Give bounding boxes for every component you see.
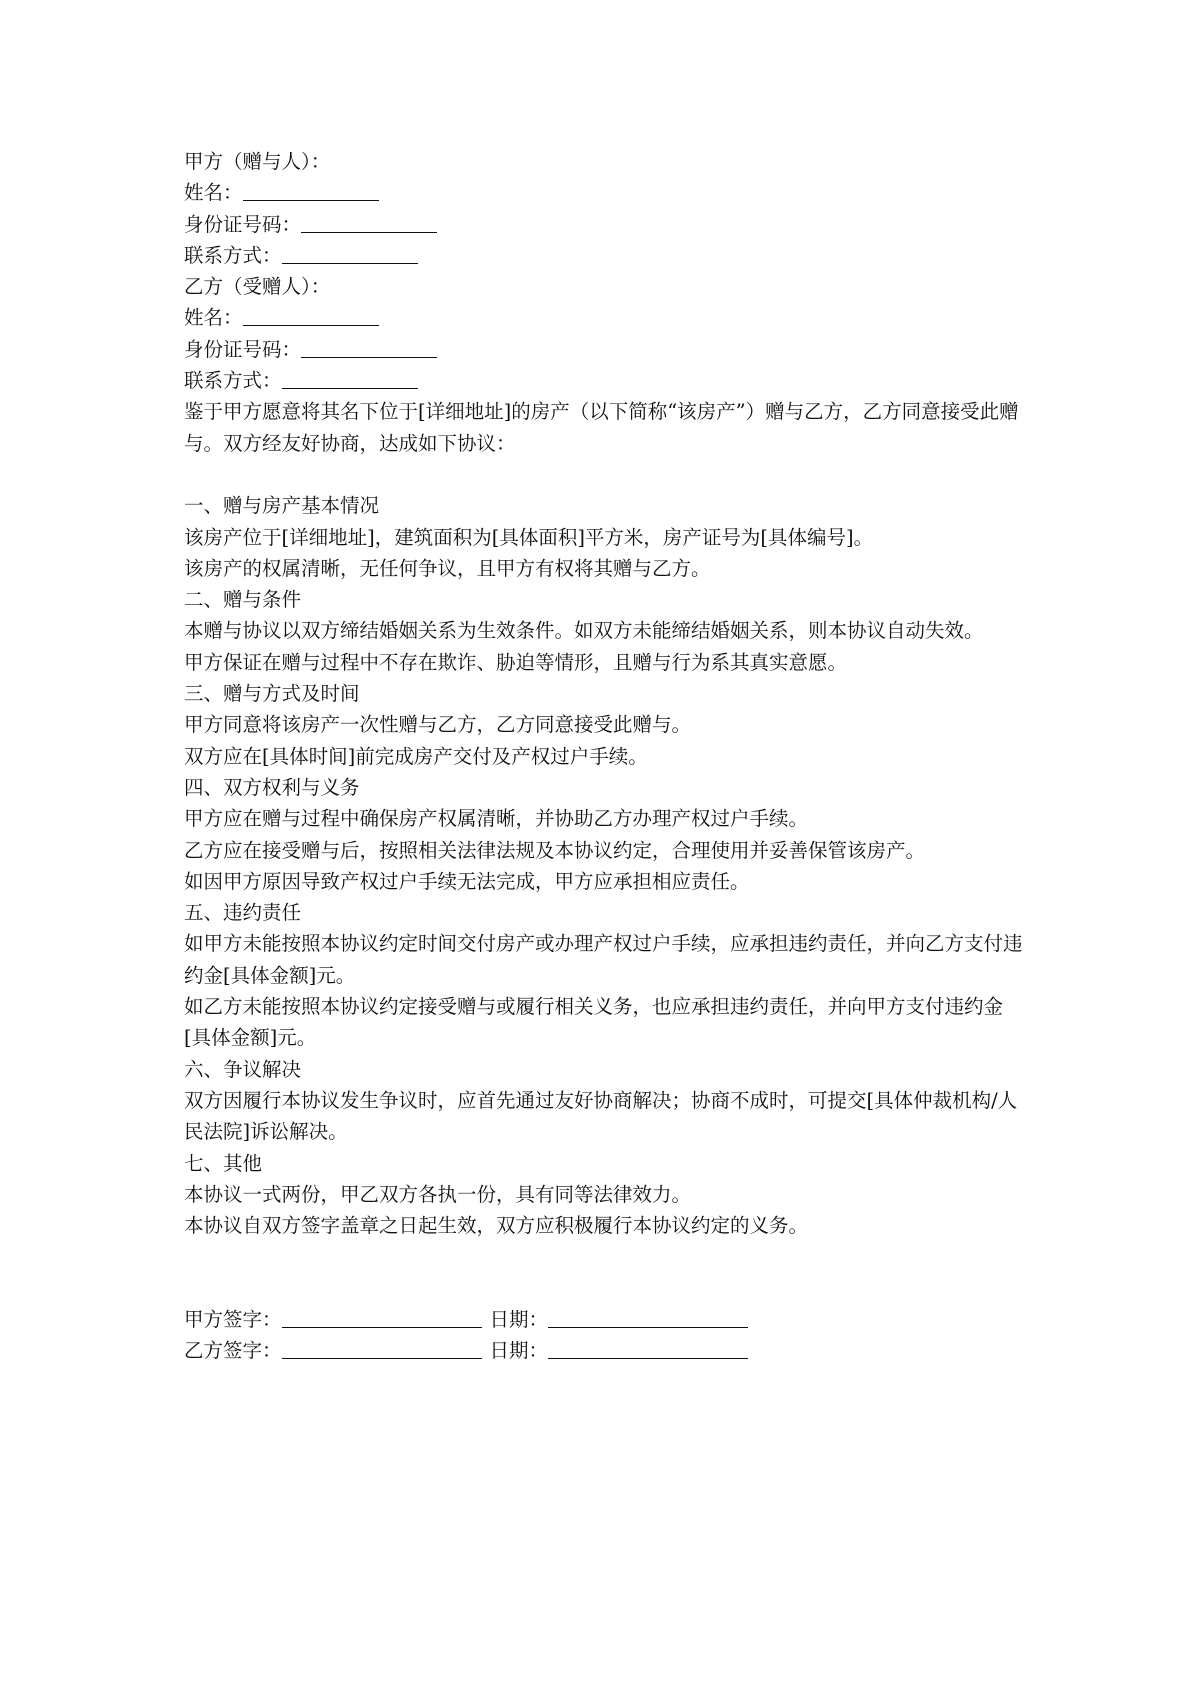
party-b-contact-row — [184, 365, 1024, 396]
section-paragraph: 如甲方未能按照本协议约定时间交付房产或办理产权过户手续，应承担违约责任，并向乙方支付违约金[具体金额]元。 — [184, 932, 1023, 987]
party-b-date-label: 日期： — [489, 1339, 549, 1363]
section-2 — [184, 584, 1024, 678]
party-a-contact-blank — [282, 243, 418, 264]
section-paragraph: 本协议一式两份，甲乙双方各执一份，具有同等法律效力。 — [184, 1182, 692, 1206]
party-a-contact-row — [184, 240, 1024, 271]
party-b-name-row — [184, 302, 1024, 333]
document-page — [184, 146, 1024, 1367]
section-paragraph: 双方应在[具体时间]前完成房产交付及产权过户手续。 — [184, 744, 648, 768]
section-4 — [184, 772, 1024, 897]
party-a-name-row — [184, 177, 1024, 208]
section-1 — [184, 490, 1024, 584]
party-a-heading: 甲方（赠与人）： — [184, 150, 331, 173]
preamble-paragraph: 鉴于甲方愿意将其名下位于[详细地址]的房产（以下简称“该房产”）赠与乙方，乙方同意接受此赠与。双方经友好协商，达成如下协议： — [184, 400, 1019, 455]
party-a-signature-blank — [282, 1307, 482, 1328]
section-paragraph: 甲方同意将该房产一次性赠与乙方，乙方同意接受此赠与。 — [184, 713, 692, 737]
party-a-id-label: 身份证号码： — [184, 212, 302, 236]
section-paragraph: 该房产位于[详细地址]，建筑面积为[具体面积]平方米，房产证号为[具体编号]。 — [184, 525, 874, 549]
section-paragraph: 本赠与协议以双方缔结婚姻关系为生效条件。如双方未能缔结婚姻关系，则本协议自动失效。 — [184, 619, 984, 643]
section-paragraph: 如乙方未能按照本协议约定接受赠与或履行相关义务，也应承担违约责任，并向甲方支付违约金[具体金额]元。 — [184, 995, 1004, 1050]
section-3 — [184, 678, 1024, 772]
party-a-name-label: 姓名： — [184, 181, 243, 205]
section-6 — [184, 1054, 1024, 1148]
section-paragraph: 乙方应在接受赠与后，按照相关法律法规及本协议约定，合理使用并妥善保管该房产。 — [184, 838, 926, 862]
section-title: 二、赠与条件 — [184, 588, 302, 612]
party-b-id-label: 身份证号码： — [184, 337, 302, 361]
party-b-id-blank — [301, 337, 437, 358]
section-title: 六、争议解决 — [184, 1057, 302, 1081]
section-title: 一、赠与房产基本情况 — [184, 494, 380, 518]
party-b-id-row — [184, 334, 1024, 365]
section-paragraph: 甲方保证在赠与过程中不存在欺诈、胁迫等情形，且赠与行为系其真实意愿。 — [184, 650, 848, 674]
party-a-date-label: 日期： — [489, 1307, 549, 1331]
spacer — [184, 1241, 1024, 1304]
party-b-heading: 乙方（受赠人）： — [184, 275, 331, 299]
party-a-date-blank — [548, 1307, 748, 1328]
section-paragraph: 甲方应在赠与过程中确保房产权属清晰，并协助乙方办理产权过户手续。 — [184, 807, 809, 831]
signature-block — [184, 1304, 1024, 1367]
party-a-contact-label: 联系方式： — [184, 243, 282, 267]
section-7 — [184, 1148, 1024, 1242]
section-5 — [184, 897, 1024, 1053]
section-title: 四、双方权利与义务 — [184, 775, 360, 799]
party-b-signature-blank — [282, 1338, 482, 1359]
party-a-id-blank — [301, 212, 437, 233]
party-a-id-row — [184, 209, 1024, 240]
party-b-name-label: 姓名： — [184, 306, 243, 330]
section-paragraph: 该房产的权属清晰，无任何争议，且甲方有权将其赠与乙方。 — [184, 556, 711, 580]
section-title: 七、其他 — [184, 1151, 263, 1175]
party-b-contact-label: 联系方式： — [184, 369, 282, 393]
section-paragraph: 本协议自双方签字盖章之日起生效，双方应积极履行本协议约定的义务。 — [184, 1214, 809, 1238]
party-b-signature-label: 乙方签字： — [184, 1339, 282, 1363]
section-title: 三、赠与方式及时间 — [184, 682, 360, 706]
party-b-name-blank — [243, 305, 379, 326]
party-b-signature-row — [184, 1335, 1024, 1366]
party-a-name-blank — [243, 180, 379, 201]
section-paragraph: 如因甲方原因导致产权过户手续无法完成，甲方应承担相应责任。 — [184, 869, 750, 893]
party-b-contact-blank — [282, 368, 418, 389]
section-title: 五、违约责任 — [184, 901, 302, 925]
spacer — [184, 459, 1024, 490]
party-b-date-blank — [548, 1338, 748, 1359]
party-a-signature-row — [184, 1304, 1024, 1335]
section-paragraph: 双方因履行本协议发生争议时，应首先通过友好协商解决；协商不成时，可提交[具体仲裁机构/人民法院]诉讼解决。 — [184, 1088, 1018, 1144]
party-a-signature-label: 甲方签字： — [184, 1307, 282, 1331]
